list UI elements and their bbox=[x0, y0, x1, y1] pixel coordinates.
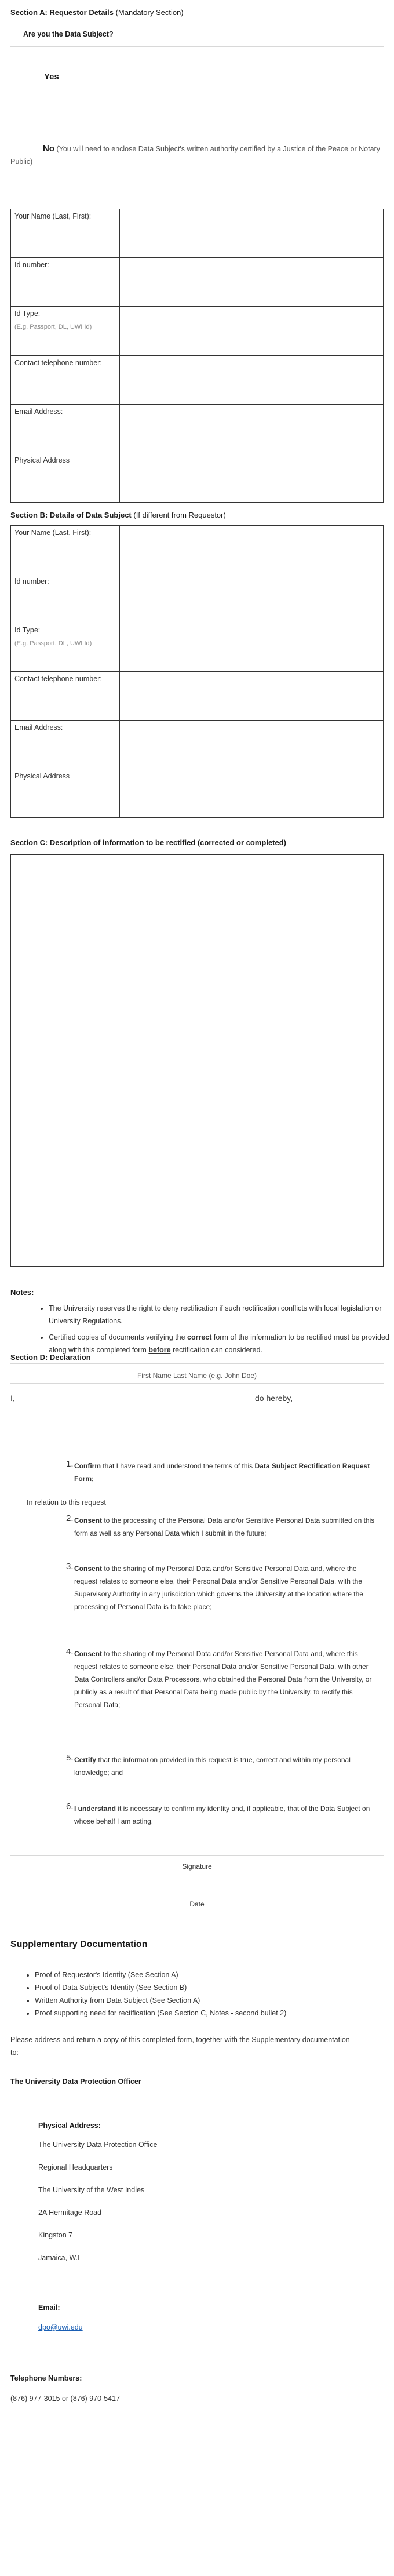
no-option[interactable]: No (You will need to enclose Data Subject's written authority certified by a Justice of the Peace or Notary Public) bbox=[10, 144, 380, 166]
field-label: Id Type: (E.g. Passport, DL, UWI Id) bbox=[11, 623, 120, 672]
section-c-title: Section C: Description of information to be rectified (corrected or completed) bbox=[10, 838, 286, 847]
table-row bbox=[11, 307, 384, 356]
declaration-item-confirm: 1. Confirm that I have read and understood the terms of this Data Subject Rectification Request Form; bbox=[66, 1459, 370, 1483]
field-label: Id number: bbox=[11, 258, 120, 307]
rectification-description-field[interactable] bbox=[10, 854, 384, 1267]
table-row bbox=[11, 574, 384, 623]
subject-id-number-field[interactable] bbox=[120, 574, 384, 623]
table-row bbox=[11, 209, 384, 258]
subject-id-type-field[interactable] bbox=[120, 623, 384, 672]
date-label: Date bbox=[189, 1900, 205, 1908]
subject-name-field[interactable] bbox=[120, 526, 384, 574]
data-subject-details-table bbox=[10, 525, 384, 818]
telephone-title: Telephone Numbers: bbox=[10, 2374, 82, 2382]
declaration-item-consent-controllers: 4. Consent to the sharing of my Personal Data and/or Sensitive Personal Data and, where this request relates to someone else, their Personal Data and/or Sensitive Personal Data, with other Data Controllers and/or Data Processors, who obtained the Personal Data from the University, or publicly as a result of that Personal Data being made public by the University, to rectify this Personal Data; bbox=[66, 1647, 372, 1709]
list-item: • Written Authority from Data Subject (See Section A) bbox=[35, 1994, 382, 2007]
list-item: • Certified copies of documents verifying the correct form of the information to be rectified must be provided along with this completed form before rectification can considered. bbox=[49, 1331, 391, 1356]
field-label: Email Address: bbox=[11, 721, 120, 769]
subject-email-field[interactable] bbox=[120, 721, 384, 769]
do-hereby-label: do hereby, bbox=[255, 1393, 293, 1403]
address-line: Jamaica, W.I bbox=[38, 2254, 80, 2262]
signature-input[interactable] bbox=[10, 1855, 384, 1856]
address-line: 2A Hermitage Road bbox=[38, 2208, 102, 2217]
field-label: Physical Address bbox=[11, 453, 120, 503]
notes-title: Notes: bbox=[10, 1288, 34, 1297]
declaration-item-consent-supervisory: 3. Consent to the sharing of my Personal Data and/or Sensitive Personal Data and, where the request relates to someone else, their Personal Data and/or Sensitive Personal Data, with the Supervisory Authority in any jurisdiction which governs the University at the location where the processing of Personal Data is to take place; bbox=[66, 1562, 363, 1611]
address-field[interactable] bbox=[120, 453, 384, 503]
supplementary-title: Supplementary Documentation bbox=[10, 1940, 148, 1949]
address-line: Kingston 7 bbox=[38, 2231, 73, 2239]
id-type-field[interactable] bbox=[120, 307, 384, 356]
table-row bbox=[11, 258, 384, 307]
section-d-title: Section D: Declaration bbox=[10, 1353, 91, 1362]
field-label: Physical Address bbox=[11, 769, 120, 818]
id-number-field[interactable] bbox=[120, 258, 384, 307]
section-b-title: Section B: Details of Data Subject (If different from Requestor) bbox=[10, 511, 226, 519]
telephone-field[interactable] bbox=[120, 356, 384, 405]
table-row bbox=[11, 453, 384, 503]
officer-title: The University Data Protection Officer bbox=[10, 2077, 141, 2086]
field-label: Id number: bbox=[11, 574, 120, 623]
declaration-item-certify: 5. Certify that the information provided in this request is true, correct and within my personal knowledge; and bbox=[66, 1753, 351, 1777]
signature-label: Signature bbox=[182, 1862, 212, 1871]
section-a-title: Section A: Requestor Details (Mandatory Section) bbox=[10, 8, 184, 17]
supplementary-list bbox=[27, 1969, 382, 2020]
address-line: The University of the West Indies bbox=[38, 2186, 145, 2194]
table-row bbox=[11, 769, 384, 818]
in-relation-text: In relation to this request bbox=[27, 1498, 106, 1507]
subject-address-field[interactable] bbox=[120, 769, 384, 818]
declaration-item-understand: 6. I understand it is necessary to confirm my identity and, if applicable, that of the Data Subject on whose behalf I am acting. bbox=[66, 1802, 370, 1825]
name-hint: First Name Last Name (e.g. John Doe) bbox=[137, 1371, 257, 1380]
address-line: Regional Headquarters bbox=[38, 2163, 113, 2171]
subject-telephone-field[interactable] bbox=[120, 672, 384, 721]
email-field[interactable] bbox=[120, 405, 384, 453]
field-label: Email Address: bbox=[11, 405, 120, 453]
table-row bbox=[11, 721, 384, 769]
telephone-numbers: (876) 977-3015 or (876) 970-5417 bbox=[10, 2395, 121, 2403]
i-label: I, bbox=[10, 1393, 15, 1403]
email-link[interactable]: dpo@uwi.edu bbox=[38, 2323, 83, 2331]
notes-list bbox=[41, 1302, 391, 1360]
field-label: Id Type: (E.g. Passport, DL, UWI Id) bbox=[11, 307, 120, 356]
table-row bbox=[11, 356, 384, 405]
table-row bbox=[11, 526, 384, 574]
address-line: The University Data Protection Office bbox=[38, 2141, 158, 2149]
data-subject-question: Are you the Data Subject? bbox=[23, 30, 114, 38]
list-item: • Proof of Data Subject's Identity (See Section B) bbox=[35, 1981, 382, 1994]
list-item: • Proof of Requestor's Identity (See Section A) bbox=[35, 1969, 382, 1981]
declaration-item-consent-processing: 2. Consent to the processing of the Personal Data and/or Sensitive Personal Data submitted on this form as well as any Personal Data which I submit in the future; bbox=[66, 1513, 375, 1537]
divider bbox=[10, 46, 384, 47]
field-label: Contact telephone number: bbox=[11, 356, 120, 405]
yes-option[interactable]: Yes bbox=[44, 72, 59, 82]
table-row bbox=[11, 623, 384, 672]
declaration-name-input[interactable] bbox=[10, 1383, 384, 1384]
field-label: Your Name (Last, First): bbox=[11, 526, 120, 574]
field-label: Contact telephone number: bbox=[11, 672, 120, 721]
table-row bbox=[11, 405, 384, 453]
field-label: Your Name (Last, First): bbox=[11, 209, 120, 258]
return-instructions: Please address and return a copy of this completed form, together with the Supplementary documentation to: bbox=[10, 2036, 350, 2057]
physical-address-title: Physical Address: bbox=[38, 2122, 101, 2130]
requestor-details-table bbox=[10, 209, 384, 503]
list-item: • The University reserves the right to deny rectification if such rectification conflicts with local legislation or University Regulations. bbox=[49, 1302, 391, 1327]
email-title: Email: bbox=[38, 2304, 60, 2312]
list-item: • Proof supporting need for rectification (See Section C, Notes - second bullet 2) bbox=[35, 2007, 382, 2020]
divider bbox=[10, 1363, 384, 1364]
table-row bbox=[11, 672, 384, 721]
name-field[interactable] bbox=[120, 209, 384, 258]
